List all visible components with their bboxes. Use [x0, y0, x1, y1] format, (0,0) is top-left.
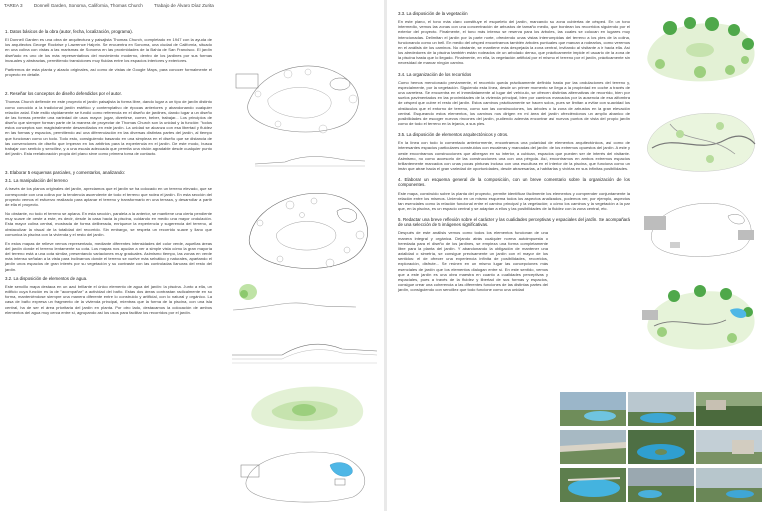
architecture-map [640, 192, 762, 264]
left-text-column [5, 27, 212, 319]
section-1-paragraph-2: Partiremos de esta planta y alzado originales, así como de vistas de Google Maps, para conocer formalmente el proyecto en detalle. [5, 66, 212, 78]
garden-photo-8 [628, 468, 694, 502]
own-plan-sketch [232, 175, 382, 280]
general-composition-map [640, 282, 762, 354]
page-divider [384, 0, 387, 511]
section-3-5-title: 3.5. La disposición de elementos arquitectónicos y otros. [398, 132, 509, 138]
page-header [4, 3, 384, 8]
section-3-4-title: 3.4. La organización de los recorridos [398, 71, 472, 77]
garden-photo-6 [696, 430, 762, 464]
right-text-column [398, 9, 630, 296]
garden-photo-2 [628, 392, 694, 426]
garden-photo-9 [696, 468, 762, 502]
section-1-paragraph: El Donnell Garden es una obra de arquitectura y paisajista Thomas Church, completado en 1947 con la ayuda de los arquitectos George Rockrise y Lawrence Halprin. Se encuentra en Sonoma, una ciudad de California, situado en una colina con vistas a las marismas de Sonoma en las proximidades de la Bahía de San Francisco. El jardín diseñado es uno de los más representativos del movimiento moderno, dentro de los jardines por sus formas inusuales y abstractas, permitiendo transiciones muy fluidas entre los espacios interiores y exteriores. [5, 37, 212, 63]
terrain-section-green [228, 280, 358, 320]
section-5-title: 5. Redactar una breve reflexión sobre el carácter y las cualidades perceptivas y espaciales del jardín. Se acompañará de una selección de 5 imágenes significativas. [398, 217, 630, 228]
garden-photo-4 [560, 430, 626, 464]
garden-photo-7 [560, 468, 626, 502]
vegetation-map [640, 14, 762, 86]
section-1-title: 1. Datos básicos de la obra (autor, fecha, localización, programa). [5, 29, 133, 34]
section-3-3-paragraph: En este plano, el tono más claro constituye el esqueleto del jardín, marcando su zona cubiertas de césped. En un tono intermedio, vemos las zonas con una concentración de arbustos de tamaño medio, que bordean los recorridos siguiendo por el exterior del proyecto. Finalmente, el tono más intenso se reserva para los árboles, las cuales se colocan en lugares muy intencionadas. Delimitan el jardín por la parte norte, ofreciendo unas vistas interrumpidas del terreno a los pies de la colina, funcionando como un bell. En medio del césped encontramos también árboles puntuales que marcan a rodearlos, como veremos en el análisis de los caminos. No obstante, se mantiene más despejada la zona central, invitando al visitante a ir hacia ella. Así los alrededores de la piscina también están rodeados de un arbolado denso, que prácticamente impide el usuario de la zona de la piscina hasta que lo llegado. Finalmente, en ella, la vegetación artificial por el mismo el terreno por el jardín, prácticamente sin necesidad de marcar ningún camino. [398, 19, 630, 66]
section-3-3-title: 3.3. La disposición de la vegetación [398, 11, 468, 16]
section-3-2-title: 3.2. La disposición de elementos de agua. [5, 275, 88, 281]
task-label: TAREA 3 [4, 3, 23, 8]
section-3-1-paragraph: A través de los planos originales del jardín, apreciamos que el jardín se ha colocado en un terreno elevado, que se corresponde con una colina por la tendencia ascendente de todo el terreno que rodea el jardín. En esta sección del proyecto vemos el esfuerzo realizado para aplanar el terreno y transformarlo en una terraza, y desarrollar a partir de ella el proyecto. [5, 186, 212, 207]
section-3-1-paragraph-2: No obstante, no todo el terreno se aplana. En esta sección, paralela a la anterior, se mantiene una cierta pendiente muy suave de oeste a este, es decir, desde la casa hacia la piscina, cuidando en medio una mayor ondulación. Esta mayor colina central, mostrada de forma deliberada, enriquece la experiencia y sugerencia del terreno, al obstaculizar la visual de la totalidad del recorrido. Sin embargo, se respeta un recorrido suave y llano que comunica la piscina con la vivienda y el resto del jardín. [5, 211, 212, 237]
garden-photo-5 [628, 430, 694, 464]
section-3-4-paragraph: Como hemos mencionado previamente, el recorrido queda prácticamente definido hasta por las ondulaciones del terreno y, especialmente, por la vegetación. Siguiendo esta línea, desde un primer momento se llega a la propiedad en coche a través de una carretera. Se encuentra en el inmediatamente al lugar del vehículo, se ofrecen distintas alternativas de recorrido, bien por suelos pavimentados en las proximidades de la vivienda principal, bien por caminos marcados por la ausencia de esa alfombra de césped que cubre el resto del jardín. Estos caminos prácticamente se hacen solos, pues se limitan a evitar con suavidad los obstáculos que el entorno de terreno, como son las construcciones, los árboles o la zona de arbustos en la gran elevación central. Esqueando estos elementos, los caminos nos dirigen en mi área del jardín ofreciéndonos un amplio abanico de posibilidades de escoger nuevos rincones del jardín, pudiendo además encontrar así nuevos puntos de vista del propio jardín como de todo el terreno en la lejanía, a sus pies. [398, 79, 630, 126]
author-label: Trabajo de Álvaro Díaz Zurita [154, 3, 214, 8]
section-3-1-title: 3.1. La manipulación del terreno [5, 178, 68, 184]
water-map [235, 445, 375, 503]
section-4-paragraph: Este mapa, construido sobre la planta del proyecto, permite identificar fácilmente los elementos y comprender conjuntamente la relación entre los mismos. Uniendo en un mismo esquema todos los aspectos analizados, podemos ver, por ejemplo, aspectos tan esenciales como la relación funcional entre el camino principal y la vegetación; o cómo los caminos y la vegetación a la par que, en la piscina, es un espacio central y se adaptan a ellos y las posibilidades de la fluidez con la zona central, etc. [398, 190, 630, 211]
project-title: Donnell Garden, Sonoma, California, Thomas Church [33, 3, 143, 8]
section-3-5-paragraph: En la línea con todo lo comentado anteriormente, encontramos una polaridad de elementos arquitectónicos, así como de interesantes espacios particulares construidos con escaleras y marcadas del jardín: de los extremos opuestos del jardín. A este y oeste encontramos construcciones que albergan en su interior, a cubican, espacios que pueden ser de interés del visitante. Asimismo, no como accesorio de las construcciones una con una pérgola. Así, encontramos en ambos extremos espacios brillantemente marcados con unas pocas pinturas incluso con una escultura en el interior de la piscina, que funciona como un imán que atrae hacia el gran variedad de oportunidades, desde atravesarlas, a habitarlas y vivirlas en sus infinitas posibilidades. [398, 140, 630, 172]
section-2-title: 2. Reseñar los conceptos de diseño defendidos por el autor. [5, 91, 122, 97]
garden-photo-1 [560, 392, 626, 426]
terrain-section-lines [232, 325, 377, 375]
garden-photo-3 [696, 392, 762, 426]
original-plan-drawing [228, 44, 378, 144]
elevation-drawing [255, 150, 365, 168]
section-2-paragraph: Thomas Church defiende en este proyecto el jardín paisajista la forma libre, dando lugar a un tipo de jardín distinto como conocido a la tradicional jardín estético y contemplativo de épocas anteriores y abandonando cualquier relación axial. Este estilo rápidamente se fundió como referencia en el diseño de jardines, dando lugar a un diseño de las formas permite una variedad de usos mayor: jugar, divertirse, comer, beber, trabajar... Los principios de diseño que siempre forman parte de la manera de proyectar de Thomas Church son la unidad y la función: "todos estos conceptos son magistralmente desarrollados en este jardín. La unidad se alcanza con esa libertad y fluidez en las formas y espacios, permitiendo así una diferenciación en las diversas distintas partes del jardín, al tiempo que funcionan como un todo. Todo esto, consiguiendo basando en una simpleza en el diseño que se distancia de las convenciones de diseño que imperan en los arbitrios para la experiencia en el jardín. De este modo, busca trabajar con sentido y sencillez, y a una escala adecuada que permita una visión agradable desde cualquier punto del jardín. Esta reelaboración propia del plano sirve como primera toma de contacto. [5, 99, 212, 156]
relief-map [242, 380, 372, 430]
section-3-title: 3. Elaborar 5 esquemas parciales, y comentarlos, analizando: [5, 170, 126, 176]
section-3-1-paragraph-3: En estos mapas de relieve vemos representado, mediante diferentes intensidades del color verde, aquellas áreas del jardín donde el terreno lentamente su cota. Los mapas nos ayudan a ver a simple vista cómo la gran mayoría del terreno está a una cota similar, presentando variaciones muy graduales. Asimismo tiempo, las zonas en verde más intenso señalan a la vista para inclinarnos donde el terreno se vuelve más selvático y naturales, apartando el jardín unos espacios de gran interés por su vegetación y su contraste con las controladas llanuras del resto del jardín. [5, 240, 212, 272]
paths-map [640, 104, 762, 176]
section-5-paragraph: Después de este análisis vemos como todos los elementos funcionan de una manera integral y orgánica. Dejando atrás cualquier norma autoimpuesta o heredada para el diseño de los jardines, se empieza una forma completamente libre para la planta del jardín. Y abandonando la obligación de mantener una axialidad o simetría, se consigue precisamente un jardín con el mayor de los sentidos: el de ofrecer una experiencia infinita de posibilidades, recorridos, exploración, disfrute... Se reúnen en un mismo lugar las concepciones más esenciales de jardín que los elementos dialogan entre sí. En este sentido, vemos que a este jardín es una obra maestra en cuanto a cualidades perceptivas y espaciales, pues a través de la fluidez y libertad de sus formas y espacios, consigue crear una coherencia a las diferentes funciones de las distintas partes del jardín, consiguiendo con sencillez que todo funcione como una unidad [398, 230, 548, 293]
section-3-2-paragraph: Este sencillo mapa destaca en un azul brillante el único elemento de agua del jardín: la piscina. Junto a ella, un edificio cuya función es la de "acompañar" a actividad del baño. Estas dos áreas contrastan radicalmente en su forma, manteniéndose siempre una manera diferente entre lo construido y artificial, con lo natural y orgánico. La casa de baño expresa un fragmento de la vivienda principal, mientras que la forma de la piscina, con una isla central, ha de ser el área prioritaria del jardín en planta. Por otro lado, destacamos la colocación de ambos elementos del agua muy cerca entre sí, agrupando así los usos para facilitar los recorridos por el jardín. [5, 283, 212, 315]
section-4-title: 4. Elaborar un esquema general de la composición, con un breve comentario sobre la organización de los componentes. [398, 177, 630, 188]
